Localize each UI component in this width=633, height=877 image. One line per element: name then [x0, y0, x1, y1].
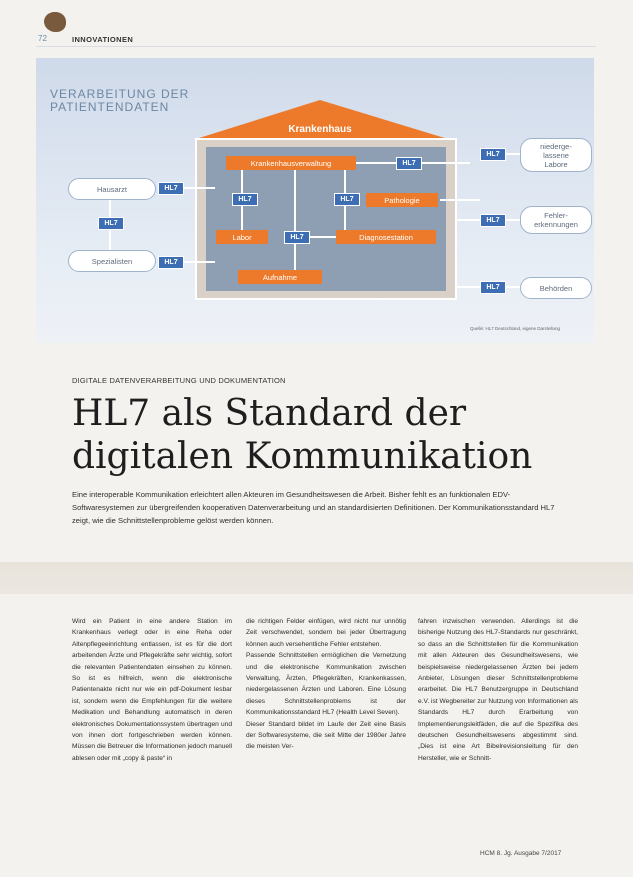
hl7-badge: HL7	[480, 281, 506, 294]
dept-lab: Labor	[216, 230, 268, 244]
settled-labs-line1: niederge-	[540, 141, 572, 151]
party-specialists: Spezialisten	[68, 250, 156, 272]
diagram-title-line2: PATIENTENDATEN	[50, 100, 170, 114]
settled-labs-line3: Labore	[544, 159, 568, 169]
diagram-title-line1: VERARBEITUNG DER	[50, 87, 190, 101]
error-line1: Fehler-	[544, 211, 568, 220]
settled-labs-line2: lassene	[543, 150, 569, 160]
section-band	[0, 562, 633, 594]
hl7-badge: HL7	[232, 193, 258, 206]
hl7-badge: HL7	[284, 231, 310, 244]
party-general-practitioner: Hausarzt	[68, 178, 156, 200]
headline-line2: digitalen Kommunikation	[72, 436, 533, 477]
article-headline	[72, 392, 532, 478]
article-lead: Eine interoperable Kommunikation erleichtert allen Akteuren im Gesundheitswesen die Arbeit. Bisher fehlt es an funktionalen EDV-Softwaresystemen zur übergreifenden kooperativen Datenverarbeitung und an standardisierten Definitionen. Der Kommunikationsstandard HL7 zeigt, wie die Schnittstellenprobleme gelöst werden können.	[72, 490, 555, 525]
page-number: 72	[38, 34, 47, 43]
article-column-2: die richtigen Felder einfügen, wird nicht nur unnötig Zeit verschwendet, sondern bei jeder Übertragung können auch versehentliche Fehler entstehen. Passende Schnittstellen ermöglichen die Vernetzung und die elektronische Kommunikation zwischen Verwaltung, Ärzten, Pflegekräften, Krankenkassen, niedergelassenen Ärzten und Laboren. Eine Lösung dieses Schnittstellenproblems ist der Kommunikationsstandard HL7 (Health Level Seven). Dieser Standard bildet im Laufe der Zeit eine Basis der Softwaresysteme, die seit Mitte der 1980er Jahre die meisten Ver-	[246, 618, 406, 751]
diagram-credit: Quelle: HL7 Deutschland, eigene Darstellung	[470, 326, 561, 331]
hl7-badge: HL7	[480, 214, 506, 227]
article-column-1: Wird ein Patient in eine andere Station im Krankenhaus verlegt oder in eine Reha oder Altenpflegeeinrichtung entlassen, ist es für die dort arbeitenden Ärzte und Pflegekräfte sehr wichtig, sofort die relevanten Patientendaten einsehen zu können. So ist es hilfreich, wenn die elektronische Patientenakte nicht nur wie ein pdf-Dokument lesbar ist, sondern wenn die Empfehlungen für die weitere Medikation und Behandlung automatisch in deren elektronisches Dokumentationssystem übertragen und von ihnen dort fortgeschrieben werden können. Müssen die Betreuer die Informationen jedoch manuell ablesen oder mit „copy & paste“ in	[72, 618, 232, 762]
hospital-label: Krankenhaus	[288, 123, 352, 135]
hl7-badge: HL7	[334, 193, 360, 206]
error-line2: erkennungen	[534, 220, 578, 229]
dept-admin: Krankenhausverwaltung	[226, 156, 356, 170]
dept-admission: Aufnahme	[238, 270, 322, 284]
dept-pathology: Pathologie	[366, 193, 438, 207]
hl7-badge: HL7	[158, 182, 184, 195]
hl7-badge: HL7	[480, 148, 506, 161]
page-footer: HCM 8. Jg. Ausgabe 7/2017	[480, 850, 562, 857]
party-settled-labs	[520, 138, 592, 172]
article-column-3: fahren inzwischen verwenden. Allerdings ist die bisherige Nutzung des HL7-Standards nur geschränkt, so dass an die Schnittstellen für die Kommunikation mit allen Akteuren des Gesundheitswesens, wie beispielsweise niedergelassenen Ärzten bei jedem Anbieter, Lösungen dieser Schnittstellenprobleme erarbeitet. Die HL7 Benutzergruppe in Deutschland e.V. ist Wegbereiter zur Nutzung von Informationen als Standards HL7 durch Erarbeitung von Implementierungsleitfäden, die auf die Spezifika des deutschen Gesundheitswesens abgestimmt sind. „Dies ist eine Art Bibelrevisionsleitung für den Hersteller, wie er Schnitt-	[418, 618, 578, 762]
dept-diagnostics: Diagnosestation	[336, 230, 436, 244]
hl7-badge: HL7	[158, 256, 184, 269]
party-error-detection	[520, 206, 592, 234]
party-authorities: Behörden	[520, 277, 592, 299]
hl7-badge: HL7	[98, 217, 124, 230]
hl7-badge: HL7	[396, 157, 422, 170]
section-label: INNOVATIONEN	[72, 35, 134, 44]
headline-line1: HL7 als Standard der	[72, 393, 467, 434]
article-kicker: DIGITALE DATENVERARBEITUNG UND DOKUMENTATION	[72, 376, 286, 385]
